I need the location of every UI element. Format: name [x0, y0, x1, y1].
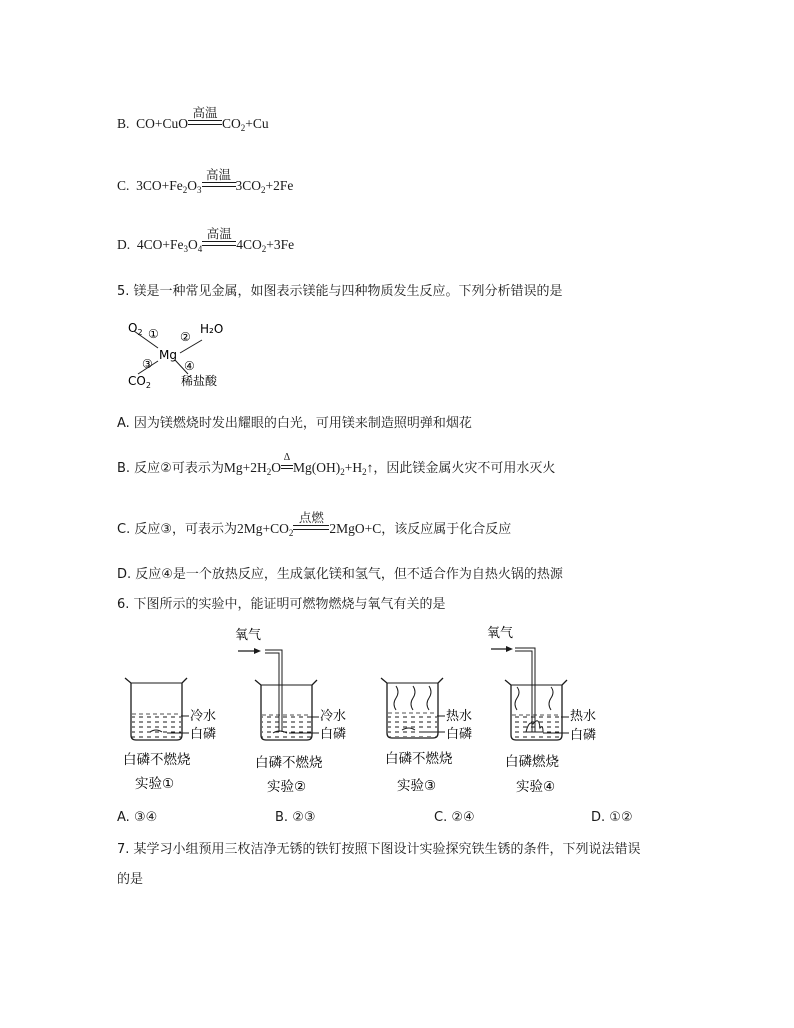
exp1-white-p-label: 白磷 [190, 727, 217, 742]
q5-option-b: B. 反应②可表示为$Mg+2H_2O$ Δ $Mg(OH)_2+H_2↑$，因此镁金属火灾不可用水灭火 [117, 452, 556, 477]
q5-option-c: C. 反应③，可表示为$2Mg+CO_2$ 点燃 2MgO+C，该反应属于化合反应 [117, 510, 512, 538]
o2-label: $O_2$ [128, 321, 143, 337]
experiment-4-beaker [505, 648, 569, 740]
exp1-cold-water-label: 冷水 [190, 709, 217, 724]
h2o-label: H₂O [200, 322, 224, 336]
q7-stem-line-2: 的是 [117, 872, 144, 887]
q6-option-d: D. ①② [591, 810, 633, 825]
q4-option-d: D. $4CO+Fe_3O_4$ 高温 $4CO_2+3Fe$ [117, 226, 295, 254]
q6-option-c: C. ②④ [434, 810, 475, 825]
exp2-oxygen-arrow [238, 648, 261, 654]
q5-option-a: A. 因为镁燃烧时发出耀眼的白光，可用镁来制造照明弹和烟花 [117, 416, 472, 431]
exp1-result: 白磷不燃烧 [123, 752, 191, 768]
num-3: ③ [142, 357, 153, 371]
experiment-1-beaker [125, 678, 189, 740]
q6-option-b: B. ②③ [275, 810, 316, 825]
q4-option-c: C. $3CO+Fe_2O_3$ 高温 $3CO_2+2Fe$ [117, 167, 294, 195]
hcl-label: 稀盐酸 [181, 374, 218, 388]
exp2-name: 实验② [267, 779, 307, 795]
exp2-result: 白磷不燃烧 [255, 755, 323, 771]
exp3-hot-water-label: 热水 [446, 709, 473, 724]
exp4-oxygen-arrow [491, 646, 513, 652]
q6-stem: 6. 下图所示的实验中，能证明可燃物燃烧与氧气有关的是 [117, 597, 446, 612]
mg-reaction-diagram [120, 316, 360, 396]
q5-option-d: D. 反应④是一个放热反应，生成氯化镁和氢气，但不适合作为自热火锅的热源 [117, 567, 563, 582]
experiment-2-beaker [255, 650, 319, 740]
exp1-name: 实验① [135, 776, 175, 792]
experiment-3-beaker [381, 678, 445, 738]
num-4: ④ [184, 359, 195, 373]
exp2-cold-water-label: 冷水 [320, 709, 347, 724]
num-2: ② [180, 330, 191, 344]
combustion-experiments-figure [115, 620, 675, 800]
num-1: ① [148, 327, 159, 341]
q6-option-a: A. ③④ [117, 810, 158, 825]
q5-stem: 5. 镁是一种常见金属，如图表示镁能与四种物质发生反应。下列分析错误的是 [117, 284, 563, 299]
mg-center-label: Mg [159, 348, 177, 362]
exp4-result: 白磷燃烧 [505, 754, 559, 770]
exp3-white-p-label: 白磷 [446, 727, 473, 742]
co2-label: $CO_2$ [128, 374, 151, 390]
q4-option-b: B. CO+CuO 高温 $CO_2+Cu$ [117, 105, 269, 133]
exp2-white-p-label: 白磷 [320, 727, 347, 742]
exp2-oxygen-label: 氧气 [235, 628, 262, 643]
exp4-name: 实验④ [516, 779, 556, 795]
exp3-name: 实验③ [397, 778, 437, 794]
exp4-white-p-label: 白磷 [570, 728, 597, 743]
q7-stem-line-1: 7. 某学习小组预用三枚洁净无锈的铁钉按照下图设计实验探究铁生锈的条件，下列说法错误 [117, 842, 641, 857]
exp3-result: 白磷不燃烧 [385, 751, 453, 767]
exp4-hot-water-label: 热水 [570, 709, 597, 724]
exp4-oxygen-label: 氧气 [487, 626, 514, 641]
